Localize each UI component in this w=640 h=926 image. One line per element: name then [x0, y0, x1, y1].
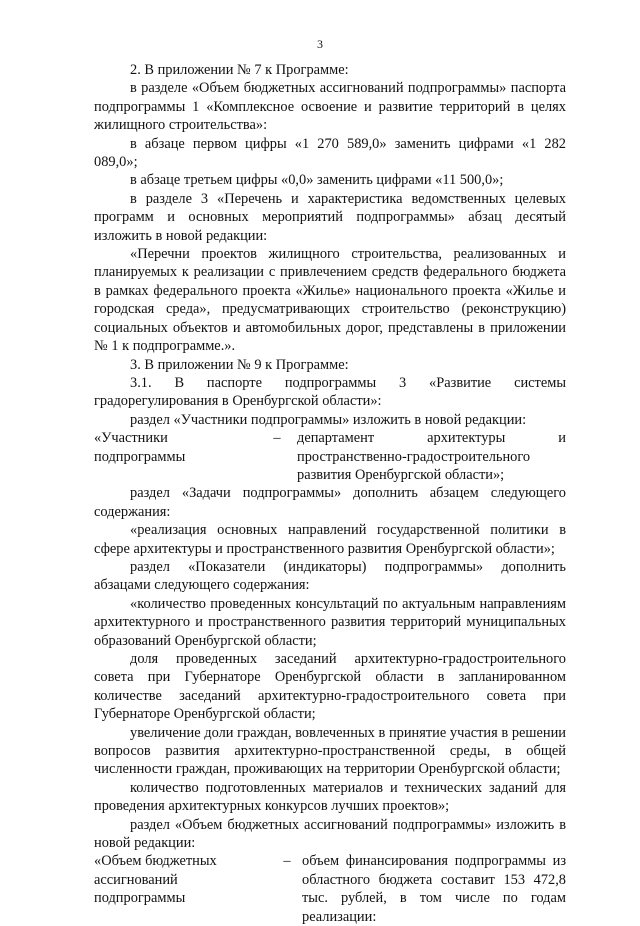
dash: – — [283, 853, 291, 870]
paragraph: «количество проведенных консультаций по актуальным направлениям архитектурного и пространственного развития территорий муниципальных образований Оренбургской области; — [94, 595, 566, 649]
paragraph: в разделе «Объем бюджетных ассигнований подпрограммы» паспорта подпрограммы 1 «Комплексное освоение и развитие территорий в целях жилищного строительства»: — [94, 80, 566, 134]
paragraph: 3.1. В паспорте подпрограммы 3 «Развитие системы градорегулирования в Оренбургской области»: — [94, 374, 566, 410]
participants-row — [94, 429, 566, 484]
document-body — [94, 61, 566, 926]
participants-label: «Участники подпрограммы — [94, 430, 186, 465]
paragraph: раздел «Объем бюджетных ассигнований подпрограммы» изложить в новой редакции: — [94, 816, 566, 852]
paragraph: «реализация основных направлений государственной политики в сфере архитектуры и пространственного развития Оренбургской области»; — [94, 522, 566, 557]
paragraph: раздел «Участники подпрограммы» изложить в новой редакции: — [130, 411, 527, 428]
budget-label: «Объем бюджетных ассигнований подпрограммы — [94, 853, 217, 907]
dash: – — [273, 430, 281, 447]
page-number: 3 — [317, 37, 323, 51]
paragraph: раздел «Показатели (индикаторы) подпрограммы» дополнить абзацами следующего содержания: — [94, 558, 566, 594]
paragraph: раздел «Задачи подпрограммы» дополнить абзацем следующего содержания: — [94, 485, 566, 520]
budget-row — [94, 852, 566, 926]
paragraph: увеличение доли граждан, вовлеченных в принятие участия в решении вопросов развития архитектурно-пространственной среды, в общей численности граждан, проживающих на территории Оренбургской области; — [94, 724, 566, 778]
paragraph: количество подготовленных материалов и технических заданий для проведения архитектурных конкурсов лучших проектов»; — [94, 779, 566, 815]
paragraph: 3. В приложении № 9 к Программе: — [130, 356, 349, 373]
paragraph: 2. В приложении № 7 к Программе: — [130, 62, 349, 78]
paragraph: доля проведенных заседаний архитектурно-градостроительного совета при Губернаторе Оренбургской области в запланированном количестве заседаний архитектурно-градостроительного совета при Губернаторе Оренбургской области; — [94, 651, 566, 723]
budget-value: объем финансирования подпрограммы из областного бюджета составит 153 472,8 тыс. рублей, в том числе по годам реализации: — [302, 853, 566, 925]
paragraph: в разделе 3 «Перечень и характеристика ведомственных целевых программ и основных мероприятий подпрограммы» абзац десятый изложить в новой редакции: — [94, 190, 566, 244]
participants-value: департамент архитектуры и пространственно-градостроительного развития Оренбургской области»; — [297, 430, 566, 483]
paragraph: в абзаце первом цифры «1 270 589,0» заменить цифрами «1 282 089,0»; — [94, 135, 566, 171]
paragraph: в абзаце третьем цифры «0,0» заменить цифрами «11 500,0»; — [130, 172, 504, 189]
paragraph: «Перечни проектов жилищного строительства, реализованных и планируемых к реализации с привлечением средств федерального бюджета в рамках федерального проекта «Жилье» национального проекта «Жилье и городская среда», предусматривающих строительство (реконструкцию) социальных объектов и автомобильных дорог, представлены в приложении № 1 к подпрограмме.». — [94, 246, 566, 355]
